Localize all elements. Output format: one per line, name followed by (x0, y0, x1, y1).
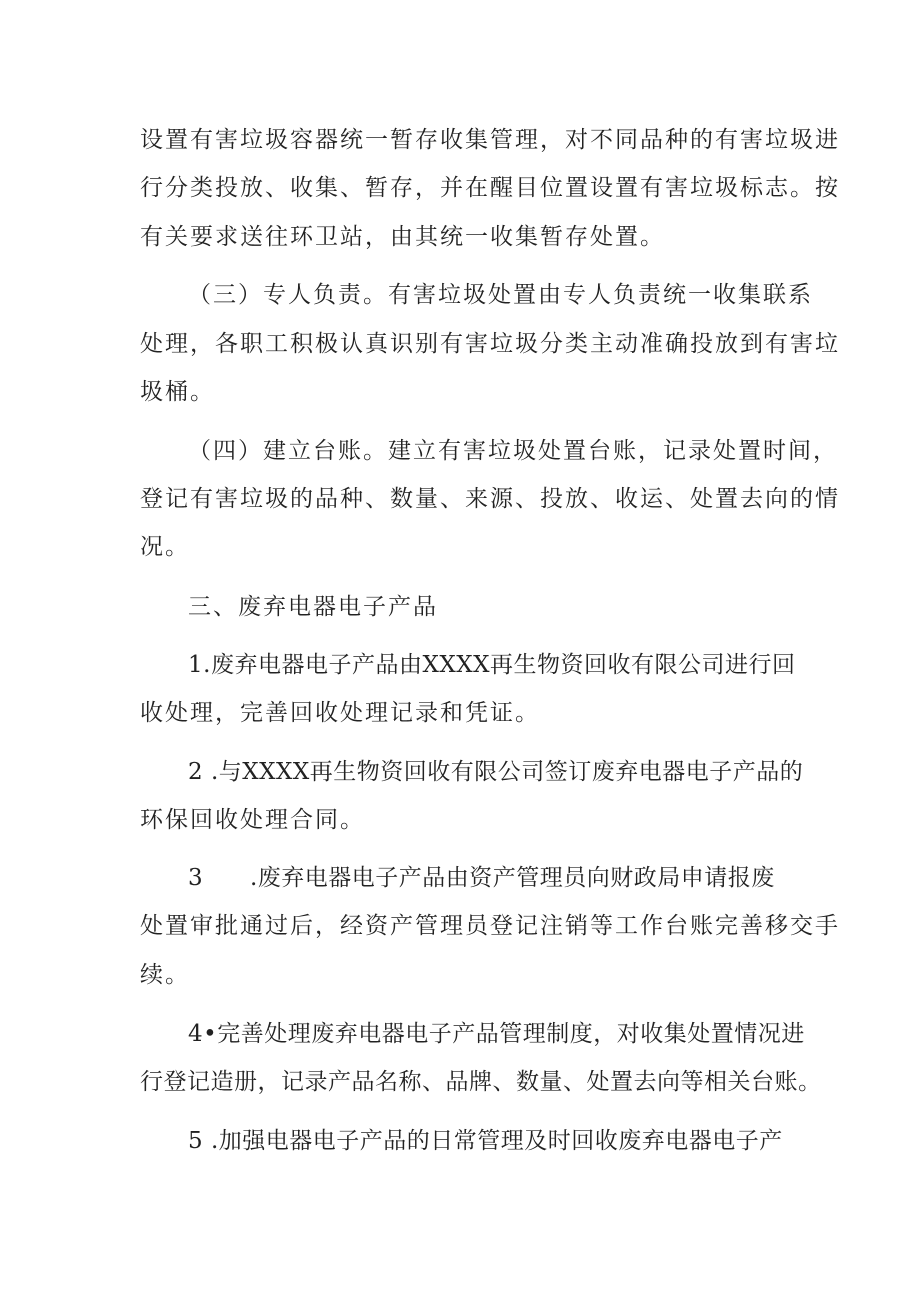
paragraph-line: 环保回收处理合同。 (140, 807, 365, 833)
paragraph-line: 圾桶。 (140, 379, 215, 405)
list-item-line: 2 .与XXXX再生物资回收有限公司签订废弃电器电子产品的 (188, 759, 804, 785)
paragraph-line: 登记有害垃圾的品种、数量、来源、投放、收运、处置去向的情 (140, 486, 840, 512)
list-item-line: 3 .废弃电器电子产品由资产管理员向财政局申请报废 (188, 865, 775, 891)
paragraph-line: 处理，各职工积极认真识别有害垃圾分类主动准确投放到有害垃 (140, 331, 840, 357)
paragraph-line: 行分类投放、收集、暂存，并在醒目位置设置有害垃圾标志。按 (140, 175, 840, 201)
section-heading-line: （四）建立台账。建立有害垃圾处置台账，记录处置时间， (188, 438, 838, 464)
list-item-line: 4•完善处理废弃电器电子产品管理制度，对收集处置情况进 (188, 1021, 805, 1047)
paragraph-line: 有关要求送往环卫站，由其统一收集暂存处置。 (140, 224, 665, 250)
paragraph-line: 行登记造册，记录产品名称、品牌、数量、处置去向等相关台账。 (140, 1069, 822, 1095)
list-item-line: 1.废弃电器电子产品由XXXX再生物资回收有限公司进行回 (188, 652, 796, 678)
section-heading-line: （三）专人负责。有害垃圾处置由专人负责统一收集联系 (188, 282, 813, 308)
paragraph-line: 况。 (140, 534, 190, 560)
chapter-heading: 三、废弃电器电子产品 (188, 594, 438, 620)
paragraph-line: 设置有害垃圾容器统一暂存收集管理，对不同品种的有害垃圾进 (140, 127, 840, 153)
paragraph-line: 续。 (140, 962, 190, 988)
list-item-line: 5 .加强电器电子产品的日常管理及时回收废弃电器电子产 (188, 1128, 783, 1154)
paragraph-line: 处置审批通过后，经资产管理员登记注销等工作台账完善移交手 (140, 913, 840, 939)
paragraph-line: 收处理，完善回收处理记录和凭证。 (140, 700, 540, 726)
